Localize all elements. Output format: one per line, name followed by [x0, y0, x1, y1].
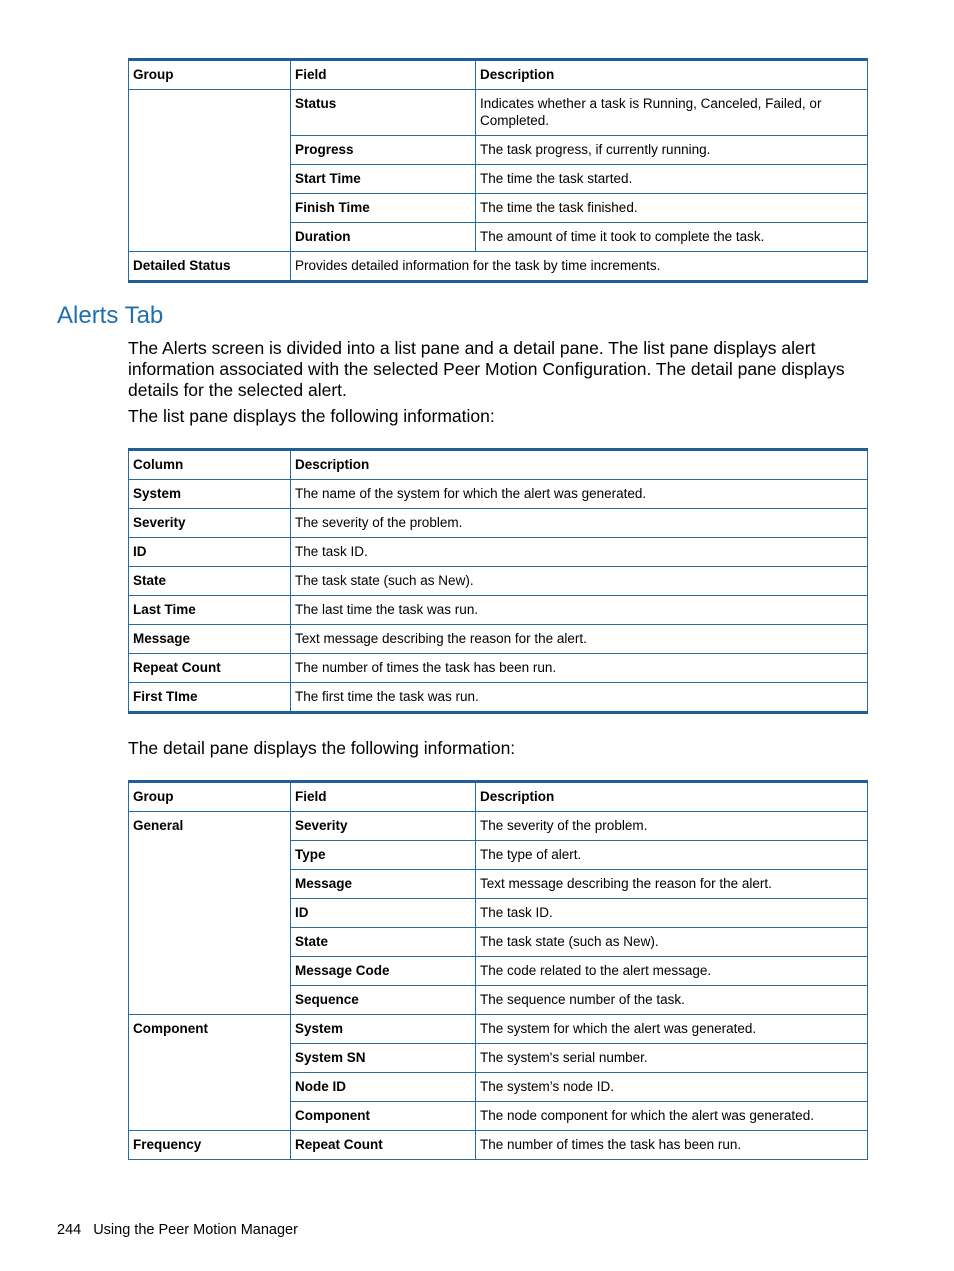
description-cell: The code related to the alert message. [476, 957, 868, 986]
header-description: Description [476, 60, 868, 90]
table-row [129, 252, 868, 282]
column-cell: Message [129, 625, 291, 654]
header-field: Field [291, 782, 476, 812]
intro-paragraph: The Alerts screen is divided into a list pane and a detail pane. The list pane displays alert information associated with the selected Peer Motion Configuration. The detail pane displays details for the selected alert. [128, 338, 845, 400]
table-row [129, 596, 868, 625]
description-cell: The system’s node ID. [476, 1073, 868, 1102]
column-cell: First TIme [129, 683, 291, 713]
field-cell: Message Code [291, 957, 476, 986]
description-cell: The severity of the problem. [291, 509, 868, 538]
table-header-row [129, 450, 868, 480]
header-description: Description [476, 782, 868, 812]
description-cell: The node component for which the alert was generated. [476, 1102, 868, 1131]
group-cell-general: General [129, 812, 291, 1015]
chapter-title: Using the Peer Motion Manager [93, 1222, 298, 1238]
description-cell: The task state (such as New). [291, 567, 868, 596]
description-cell: The time the task finished. [476, 194, 868, 223]
description-cell: The type of alert. [476, 841, 868, 870]
header-group: Group [129, 782, 291, 812]
description-cell: The system's serial number. [476, 1044, 868, 1073]
description-cell: The task ID. [476, 899, 868, 928]
field-cell: Duration [291, 223, 476, 252]
table-header-row [129, 782, 868, 812]
field-cell: Start Time [291, 165, 476, 194]
description-cell: The task ID. [291, 538, 868, 567]
field-cell: System [291, 1015, 476, 1044]
field-cell: Sequence [291, 986, 476, 1015]
column-cell: State [129, 567, 291, 596]
field-cell: Message [291, 870, 476, 899]
description-cell: The task state (such as New). [476, 928, 868, 957]
field-cell: Component [291, 1102, 476, 1131]
task-fields-table [128, 58, 868, 283]
field-cell: ID [291, 899, 476, 928]
description-cell: The system for which the alert was generated. [476, 1015, 868, 1044]
description-cell: The sequence number of the task. [476, 986, 868, 1015]
description-cell: The time the task started. [476, 165, 868, 194]
header-field: Field [291, 60, 476, 90]
group-cell-component: Component [129, 1015, 291, 1131]
header-column: Column [129, 450, 291, 480]
field-cell: Severity [291, 812, 476, 841]
column-cell: Severity [129, 509, 291, 538]
field-cell: Type [291, 841, 476, 870]
list-pane-table [128, 448, 868, 714]
page-number: 244 [57, 1222, 82, 1238]
table-row [129, 538, 868, 567]
group-cell: Detailed Status [129, 252, 291, 282]
field-cell: Status [291, 90, 476, 136]
table-row [129, 567, 868, 596]
detail-pane-table [128, 780, 868, 1160]
column-cell: Last Time [129, 596, 291, 625]
description-cell: Provides detailed information for the task by time increments. [291, 252, 868, 282]
description-cell: The number of times the task has been run. [476, 1131, 868, 1160]
table-row [129, 90, 868, 136]
table-row [129, 1015, 868, 1044]
table-row [129, 1131, 868, 1160]
description-cell: The severity of the problem. [476, 812, 868, 841]
detail-pane-intro: The detail pane displays the following information: [128, 738, 516, 758]
description-cell: The number of times the task has been run. [291, 654, 868, 683]
description-cell: Text message describing the reason for the alert. [476, 870, 868, 899]
description-cell: The amount of time it took to complete the task. [476, 223, 868, 252]
header-description: Description [291, 450, 868, 480]
table-row [129, 654, 868, 683]
table-row [129, 812, 868, 841]
page-footer [57, 1222, 310, 1238]
header-group: Group [129, 60, 291, 90]
description-cell: The name of the system for which the alert was generated. [291, 480, 868, 509]
column-cell: ID [129, 538, 291, 567]
table-row [129, 683, 868, 713]
field-cell: System SN [291, 1044, 476, 1073]
field-cell: Node ID [291, 1073, 476, 1102]
table-header-row [129, 60, 868, 90]
description-cell: The task progress, if currently running. [476, 136, 868, 165]
field-cell: Repeat Count [291, 1131, 476, 1160]
description-cell: The first time the task was run. [291, 683, 868, 713]
group-cell-frequency: Frequency [129, 1131, 291, 1160]
table-row [129, 509, 868, 538]
table-row [129, 625, 868, 654]
field-cell: Finish Time [291, 194, 476, 223]
table-row [129, 480, 868, 509]
description-cell: The last time the task was run. [291, 596, 868, 625]
section-heading: Alerts Tab [57, 302, 164, 329]
description-cell: Text message describing the reason for the alert. [291, 625, 868, 654]
column-cell: Repeat Count [129, 654, 291, 683]
column-cell: System [129, 480, 291, 509]
group-cell-empty [129, 90, 291, 252]
field-cell: State [291, 928, 476, 957]
list-pane-intro: The list pane displays the following information: [128, 406, 495, 426]
description-cell: Indicates whether a task is Running, Canceled, Failed, or Completed. [476, 90, 868, 136]
field-cell: Progress [291, 136, 476, 165]
